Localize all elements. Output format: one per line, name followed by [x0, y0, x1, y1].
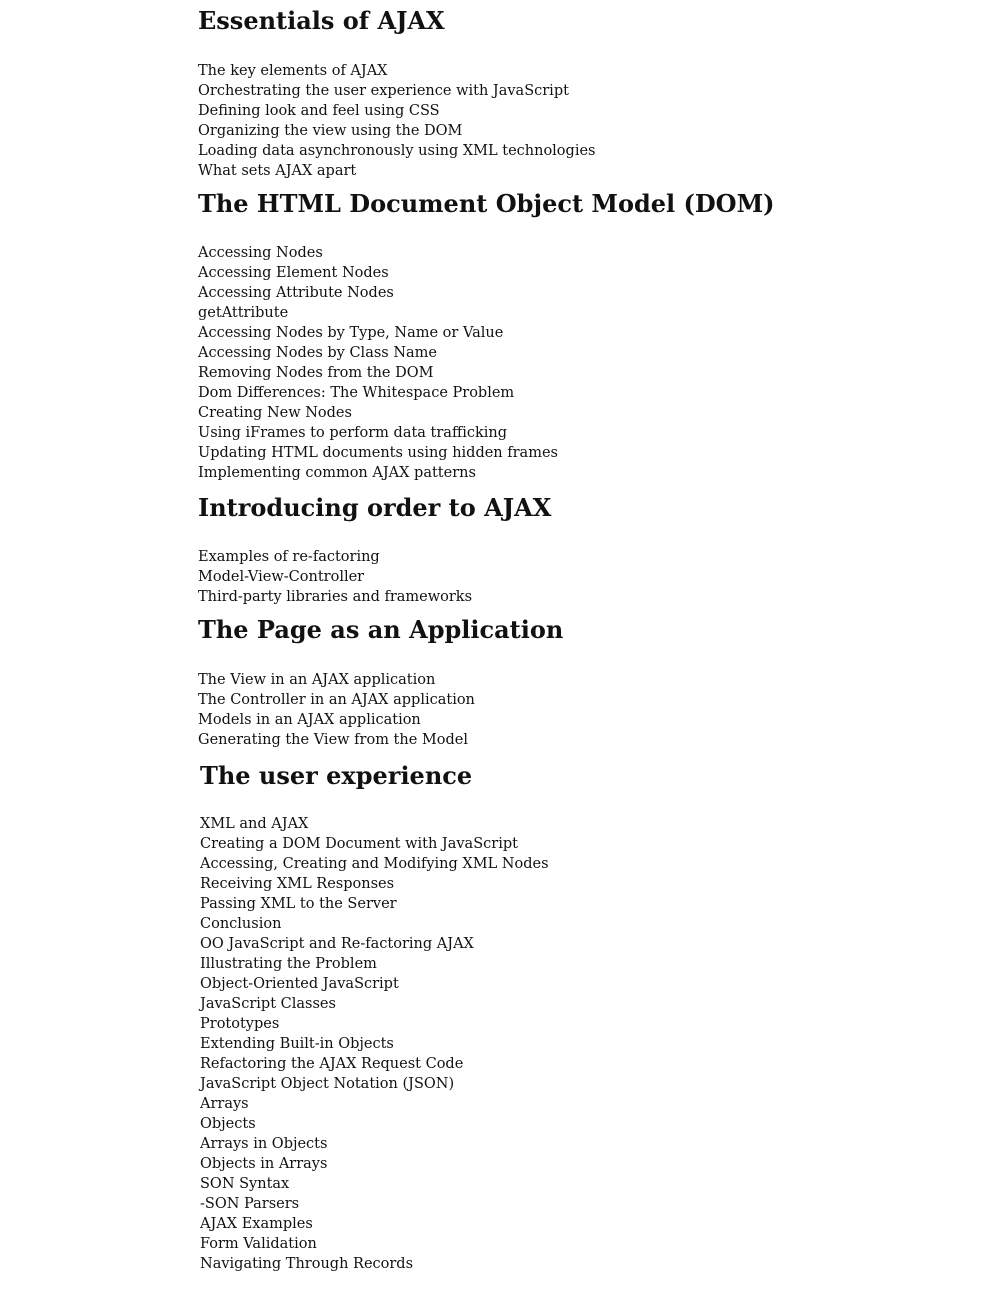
list-item: Accessing Element Nodes	[198, 265, 389, 281]
section-heading: The Page as an Application	[198, 615, 564, 644]
list-item: Arrays in Objects	[200, 1136, 328, 1152]
list-item: The key elements of AJAX	[198, 63, 388, 79]
list-item: Prototypes	[200, 1016, 280, 1032]
section-user-experience	[200, 761, 549, 1274]
section-heading: Essentials of AJAX	[198, 6, 445, 35]
section-essentials	[198, 6, 595, 181]
list-item: Navigating Through Records	[200, 1256, 414, 1272]
section-heading: The user experience	[200, 761, 473, 790]
list-item: AJAX Examples	[200, 1216, 313, 1232]
list-item: Third-party libraries and frameworks	[198, 589, 473, 605]
list-item: Objects in Arrays	[200, 1156, 328, 1172]
list-item: Refactoring the AJAX Request Code	[200, 1056, 464, 1072]
section-heading: The HTML Document Object Model (DOM)	[198, 189, 775, 218]
list-item: Conclusion	[200, 916, 282, 932]
section-page-application	[198, 615, 563, 750]
list-item: Accessing Attribute Nodes	[198, 285, 394, 301]
topic-list	[198, 547, 551, 607]
list-item: Defining look and feel using CSS	[198, 103, 440, 119]
section-dom	[198, 189, 775, 483]
list-item: Using iFrames to perform data trafficking	[198, 425, 508, 441]
topic-list	[198, 243, 775, 483]
list-item: OO JavaScript and Re-factoring AJAX	[200, 936, 474, 952]
list-item: Illustrating the Problem	[200, 956, 377, 972]
list-item: XML and AJAX	[200, 816, 309, 832]
section-order	[198, 493, 551, 607]
list-item: Accessing Nodes	[198, 245, 323, 261]
topic-list	[198, 670, 563, 750]
list-item: The View in an AJAX application	[198, 672, 436, 688]
list-item: Removing Nodes from the DOM	[198, 365, 434, 381]
list-item: Examples of re-factoring	[198, 549, 380, 565]
list-item: Accessing Nodes by Type, Name or Value	[198, 325, 504, 341]
list-item: -SON Parsers	[200, 1196, 300, 1212]
list-item: Dom Differences: The Whitespace Problem	[198, 385, 515, 401]
list-item: Extending Built-in Objects	[200, 1036, 394, 1052]
list-item: Updating HTML documents using hidden frames	[198, 445, 558, 461]
list-item: Passing XML to the Server	[200, 896, 397, 912]
list-item: Models in an AJAX application	[198, 712, 421, 728]
list-item: The Controller in an AJAX application	[198, 692, 475, 708]
list-item: JavaScript Object Notation (JSON)	[200, 1076, 455, 1092]
list-item: Creating a DOM Document with JavaScript	[200, 836, 518, 852]
list-item: JavaScript Classes	[200, 996, 336, 1012]
topic-list	[200, 814, 549, 1274]
list-item: Objects	[200, 1116, 256, 1132]
list-item: SON Syntax	[200, 1176, 290, 1192]
list-item: Form Validation	[200, 1236, 317, 1252]
list-item: Arrays	[200, 1096, 249, 1112]
list-item: Creating New Nodes	[198, 405, 352, 421]
section-heading: Introducing order to AJAX	[198, 493, 552, 522]
topic-list	[198, 61, 595, 181]
list-item: Implementing common AJAX patterns	[198, 465, 476, 481]
list-item: getAttribute	[198, 305, 289, 321]
list-item: Model-View-Controller	[198, 569, 365, 585]
list-item: Accessing, Creating and Modifying XML Nodes	[200, 856, 549, 872]
list-item: Orchestrating the user experience with JavaScript	[198, 83, 569, 99]
list-item: Object-Oriented JavaScript	[200, 976, 399, 992]
list-item: Receiving XML Responses	[200, 876, 395, 892]
list-item: Loading data asynchronously using XML technologies	[198, 143, 596, 159]
list-item: Organizing the view using the DOM	[198, 123, 463, 139]
list-item: Generating the View from the Model	[198, 732, 468, 748]
list-item: Accessing Nodes by Class Name	[198, 345, 437, 361]
list-item: What sets AJAX apart	[198, 163, 357, 179]
